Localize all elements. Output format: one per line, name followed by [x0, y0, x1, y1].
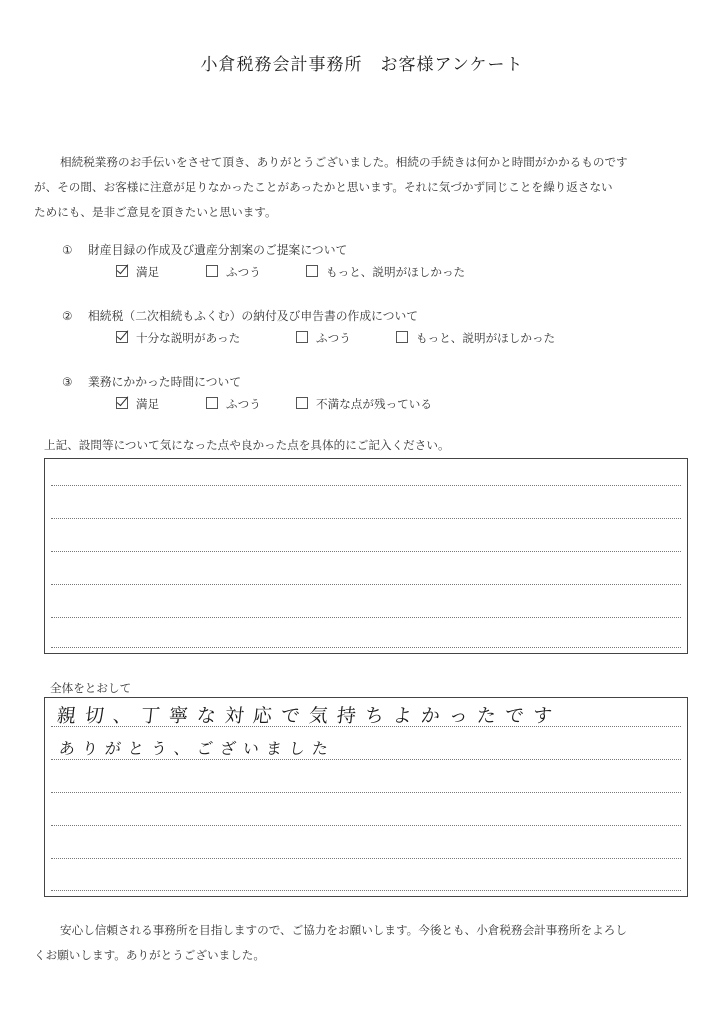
checked-checkbox-icon[interactable] — [116, 265, 128, 277]
ruled-line — [51, 647, 681, 648]
checkbox-icon[interactable] — [206, 397, 218, 409]
intro-line: ためにも、是非ご意見を頂きたいと思います。 — [34, 205, 277, 219]
question-2-title — [62, 307, 418, 324]
question-label: 業務にかかった時間について — [88, 375, 242, 389]
question-number: ② — [62, 309, 73, 323]
ruled-line — [51, 617, 681, 618]
question-3-option-2[interactable]: ふつう — [206, 396, 261, 412]
ruled-line — [51, 858, 681, 859]
question-number: ③ — [62, 375, 73, 389]
ruled-line — [51, 584, 681, 585]
question-1-option-2[interactable]: ふつう — [206, 264, 261, 280]
checked-checkbox-icon[interactable] — [116, 397, 128, 409]
question-label: 相続税（二次相続もふくむ）の納付及び申告書の作成について — [88, 309, 419, 323]
handwritten-line: 親切、丁寧な対応で気持ちよかったです — [55, 705, 563, 727]
ruled-line — [51, 551, 681, 552]
comments-textarea[interactable] — [44, 458, 688, 654]
handwritten-line: ありがとう、ございました — [57, 739, 336, 758]
question-3-option-1[interactable]: 満足 — [116, 396, 159, 412]
comments-label: 上記、設問等について気になった点や良かった点を具体的にご記入ください。 — [44, 438, 450, 452]
closing-text — [34, 918, 694, 968]
overall-textarea[interactable] — [44, 697, 688, 897]
question-1-title — [62, 241, 347, 258]
question-3-option-3[interactable]: 不満な点が残っている — [296, 396, 432, 412]
question-1-option-1[interactable]: 満足 — [116, 264, 159, 280]
question-label: 財産目録の作成及び遺産分割案のご提案について — [88, 243, 348, 257]
question-1-option-3[interactable]: もっと、説明がほしかった — [306, 264, 465, 280]
checkbox-icon[interactable] — [396, 331, 408, 343]
ruled-line — [51, 518, 681, 519]
ruled-line — [51, 792, 681, 793]
checkbox-icon[interactable] — [296, 331, 308, 343]
question-2-option-3[interactable]: もっと、説明がほしかった — [396, 330, 555, 346]
ruled-line — [51, 890, 681, 891]
ruled-line — [51, 825, 681, 826]
intro-text — [34, 150, 694, 225]
checked-checkbox-icon[interactable] — [116, 331, 128, 343]
intro-line: が、その間、お客様に注意が足りなかったことがあったかと思います。それに気づかず同じことを繰り返さない — [34, 180, 613, 194]
checkbox-icon[interactable] — [306, 265, 318, 277]
checkbox-icon[interactable] — [296, 397, 308, 409]
question-2-option-1[interactable]: 十分な説明があった — [116, 330, 240, 346]
checkbox-icon[interactable] — [206, 265, 218, 277]
ruled-line — [51, 759, 681, 760]
question-3-title — [62, 373, 241, 390]
closing-line: くお願いします。ありがとうございました。 — [34, 948, 265, 962]
question-number: ① — [62, 243, 73, 257]
question-2-option-2[interactable]: ふつう — [296, 330, 351, 346]
closing-line: 安心し信頼される事務所を目指しますので、ご協力をお願いします。今後とも、小倉税務会計事務所をよろし — [60, 923, 627, 937]
overall-label: 全体をとおして — [50, 681, 132, 695]
ruled-line — [51, 485, 681, 486]
page-title: 小倉税務会計事務所 お客様アンケート — [200, 55, 524, 75]
intro-line: 相続税業務のお手伝いをさせて頂き、ありがとうございました。相続の手続きは何かと時間がかかるものです — [60, 155, 628, 169]
